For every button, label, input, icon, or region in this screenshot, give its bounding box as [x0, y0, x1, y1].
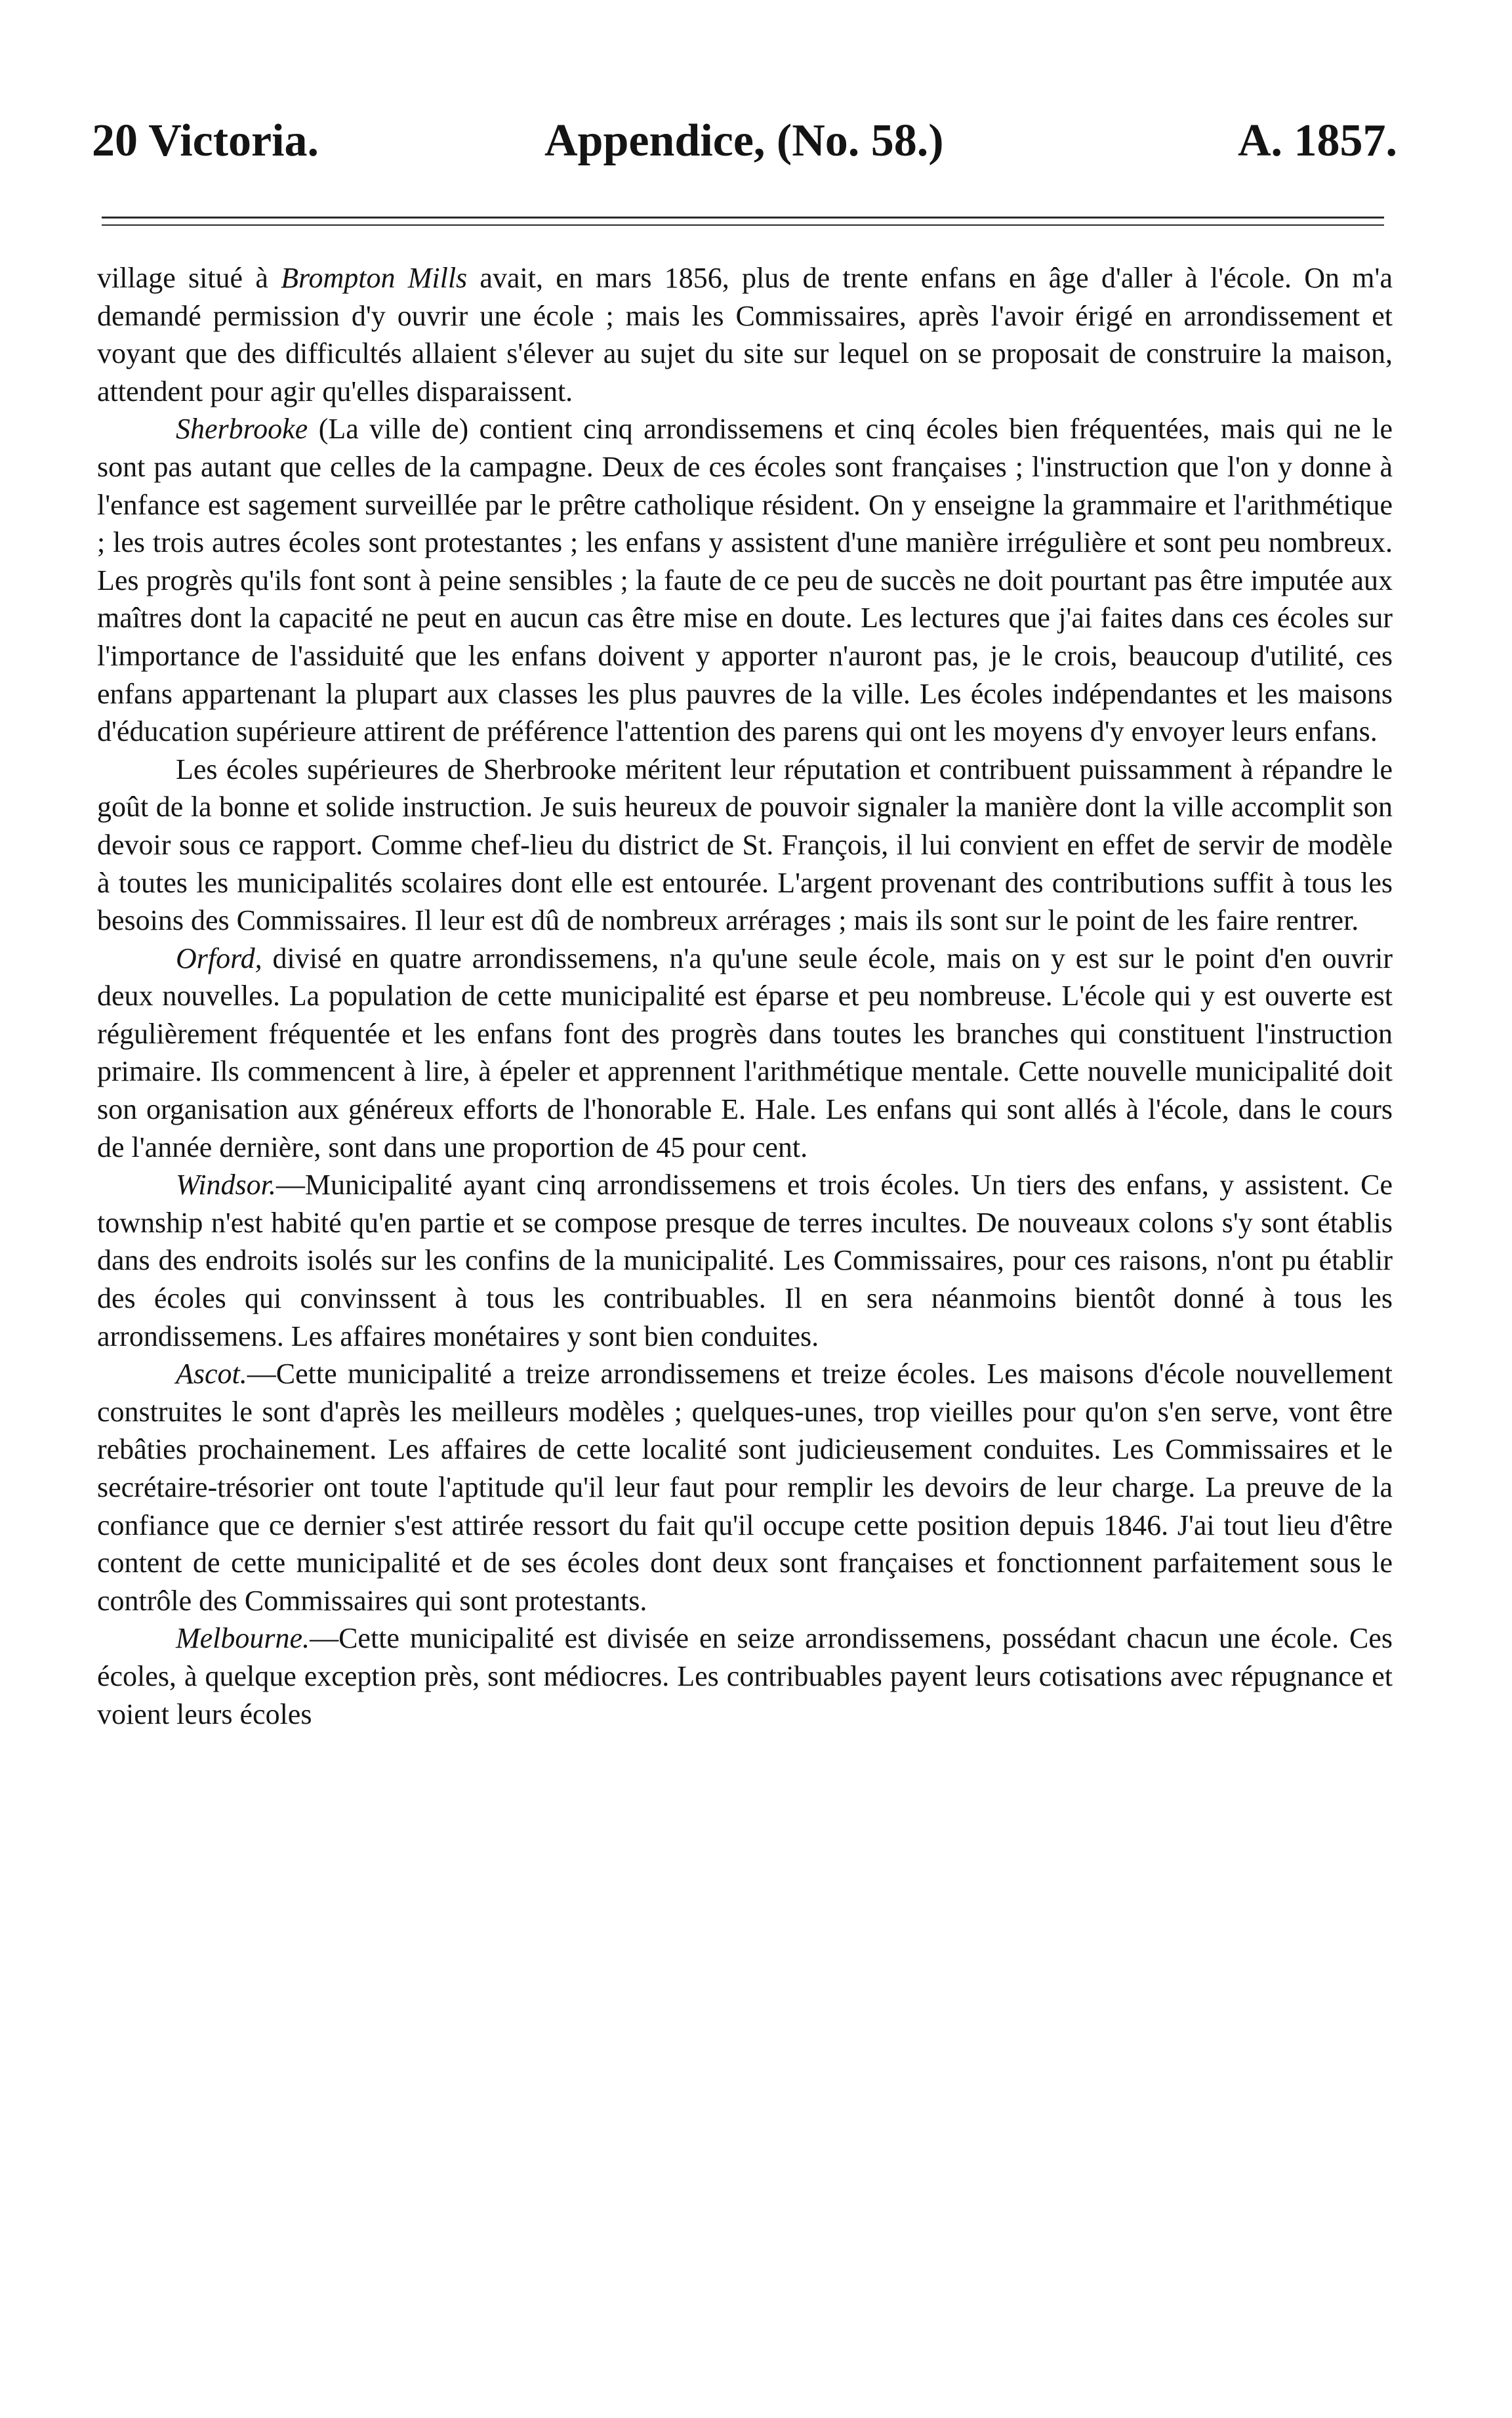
paragraph-text: —Cette municipalité est divisée en seize arrondissemens, possédant chacun une école. Ces écoles, à quelque exception près, sont médiocres. Les contribuables payent leurs cotisations avec répugnance et voient leurs écoles — [97, 1622, 1393, 1730]
page-header — [92, 112, 1397, 171]
paragraph-lead: Brompton Mills — [281, 262, 468, 294]
paragraph-lead: Orford, — [176, 942, 262, 974]
paragraph-text: —Municipalité ayant cinq arrondissemens et trois écoles. Un tiers des enfans, y assistent. Ce township n'est habité qu'en partie et se compose presque de terres incultes. De nouveaux colons s'y sont établis dans des endroits isolés sur les confins de la municipalité. Les Commissaires, pour ces raisons, n'ont pu établir des écoles qui convinssent à tous les contribuables. Il en sera néanmoins bientôt donné à tous les arrondissemens. Les affaires monétaires y sont bien conduites. — [97, 1169, 1393, 1352]
paragraph-melbourne — [97, 1619, 1393, 1733]
paragraph-sherbrooke-superior-schools — [97, 751, 1393, 940]
paragraph-ascot — [97, 1355, 1393, 1619]
paragraph-orford — [97, 940, 1393, 1167]
header-year: A. 1857. — [1237, 115, 1397, 166]
paragraph-text: (La ville de) contient cinq arrondissemens et cinq écoles bien fréquentées, mais qui ne le sont pas autant que celles de la campagne. Deux de ces écoles sont françaises ; l'instruction que l'on y donne à l'enfance est sagement surveillée par le prêtre catholique résident. On y enseigne la grammaire et l'arithmétique ; les trois autres écoles sont protestantes ; les enfans y assistent d'une manière irrégulière et sont peu nombreux. Les progrès qu'ils font sont à peine sensibles ; la faute de ce peu de succès ne doit pourtant pas être imputée aux maîtres dont la capacité ne peut en aucun cas être mise en doute. Les lectures que j'ai faites dans ces écoles sur l'importance de l'assiduité que les enfans doivent y apporter n'auront pas, je le crois, beaucoup d'utilité, ces enfans appartenant la plupart aux classes les plus pauvres de la ville. Les écoles indépendantes et les maisons d'éducation supérieure attirent de préférence l'attention des parens qui ont les moyens d'y envoyer leurs enfans. — [97, 413, 1393, 748]
header-appendix: Appendice, (No. 58.) — [544, 115, 944, 166]
body-text — [97, 259, 1393, 1733]
paragraph-pre: village situé à — [97, 262, 281, 294]
paragraph-text: avait, en mars 1856, plus de trente enfans en âge d'aller à l'école. On m'a demandé permission d'y ouvrir une école ; mais les Commissaires, après l'avoir érigé en arrondissement et voyant que des difficultés allaient s'élever au sujet du site sur lequel on se proposait de construire la maison, attendent pour agir qu'elles disparaissent. — [97, 262, 1393, 407]
header-rule-top — [102, 217, 1384, 219]
paragraph-lead: Melbourne. — [176, 1622, 310, 1655]
header-volume: 20 Victoria. — [92, 115, 319, 166]
paragraph-windsor — [97, 1166, 1393, 1355]
paragraph-brompton-mills — [97, 259, 1393, 410]
header-rule-bottom — [102, 224, 1384, 226]
paragraph-sherbrooke — [97, 410, 1393, 750]
paragraph-lead: Ascot. — [176, 1358, 247, 1390]
paragraph-lead: Sherbrooke — [176, 413, 308, 446]
paragraph-text: divisé en quatre arrondissemens, n'a qu'une seule école, mais on y est sur le point d'en ouvrir deux nouvelles. La population de cette municipalité est éparse et peu nombreuse. L'école qui y est ouverte est régulièrement fréquentée et les enfans font des progrès dans toutes les branches qui constituent l'instruction primaire. Ils commencent à lire, à épeler et apprennent l'arithmétique mentale. Cette nouvelle municipalité doit son organisation aux généreux efforts de l'honorable E. Hale. Les enfans qui sont allés à l'école, dans le cours de l'année dernière, sont dans une proportion de 45 pour cent. — [97, 942, 1393, 1163]
paragraph-lead: Windsor. — [176, 1169, 276, 1201]
paragraph-text: —Cette municipalité a treize arrondissemens et treize écoles. Les maisons d'école nouvellement construites le sont d'après les meilleurs modèles ; quelques-unes, trop vieilles pour qu'on s'en serve, vont être rebâties prochainement. Les affaires de cette localité sont judicieusement conduites. Les Commissaires et le secrétaire-trésorier ont toute l'aptitude qu'il leur faut pour remplir les devoirs de leur charge. La preuve de la confiance que ce dernier s'est attirée ressort du fait qu'il occupe cette position depuis 1846. J'ai tout lieu d'être content de cette municipalité et de ses écoles dont deux sont françaises et fonctionnent parfaitement sous le contrôle des Commissaires qui sont protestants. — [97, 1358, 1393, 1617]
paragraph-text: Les écoles supérieures de Sherbrooke méritent leur réputation et contribuent puissamment à répandre le goût de la bonne et solide instruction. Je suis heureux de pouvoir signaler la manière dont la ville accomplit son devoir sous ce rapport. Comme chef-lieu du district de St. François, il lui convient en effet de servir de modèle à toutes les municipalités scolaires dont elle est entourée. L'argent provenant des contributions suffit à tous les besoins des Commissaires. Il leur est dû de nombreux arrérages ; mais ils sont sur le point de les faire rentrer. — [97, 753, 1393, 937]
